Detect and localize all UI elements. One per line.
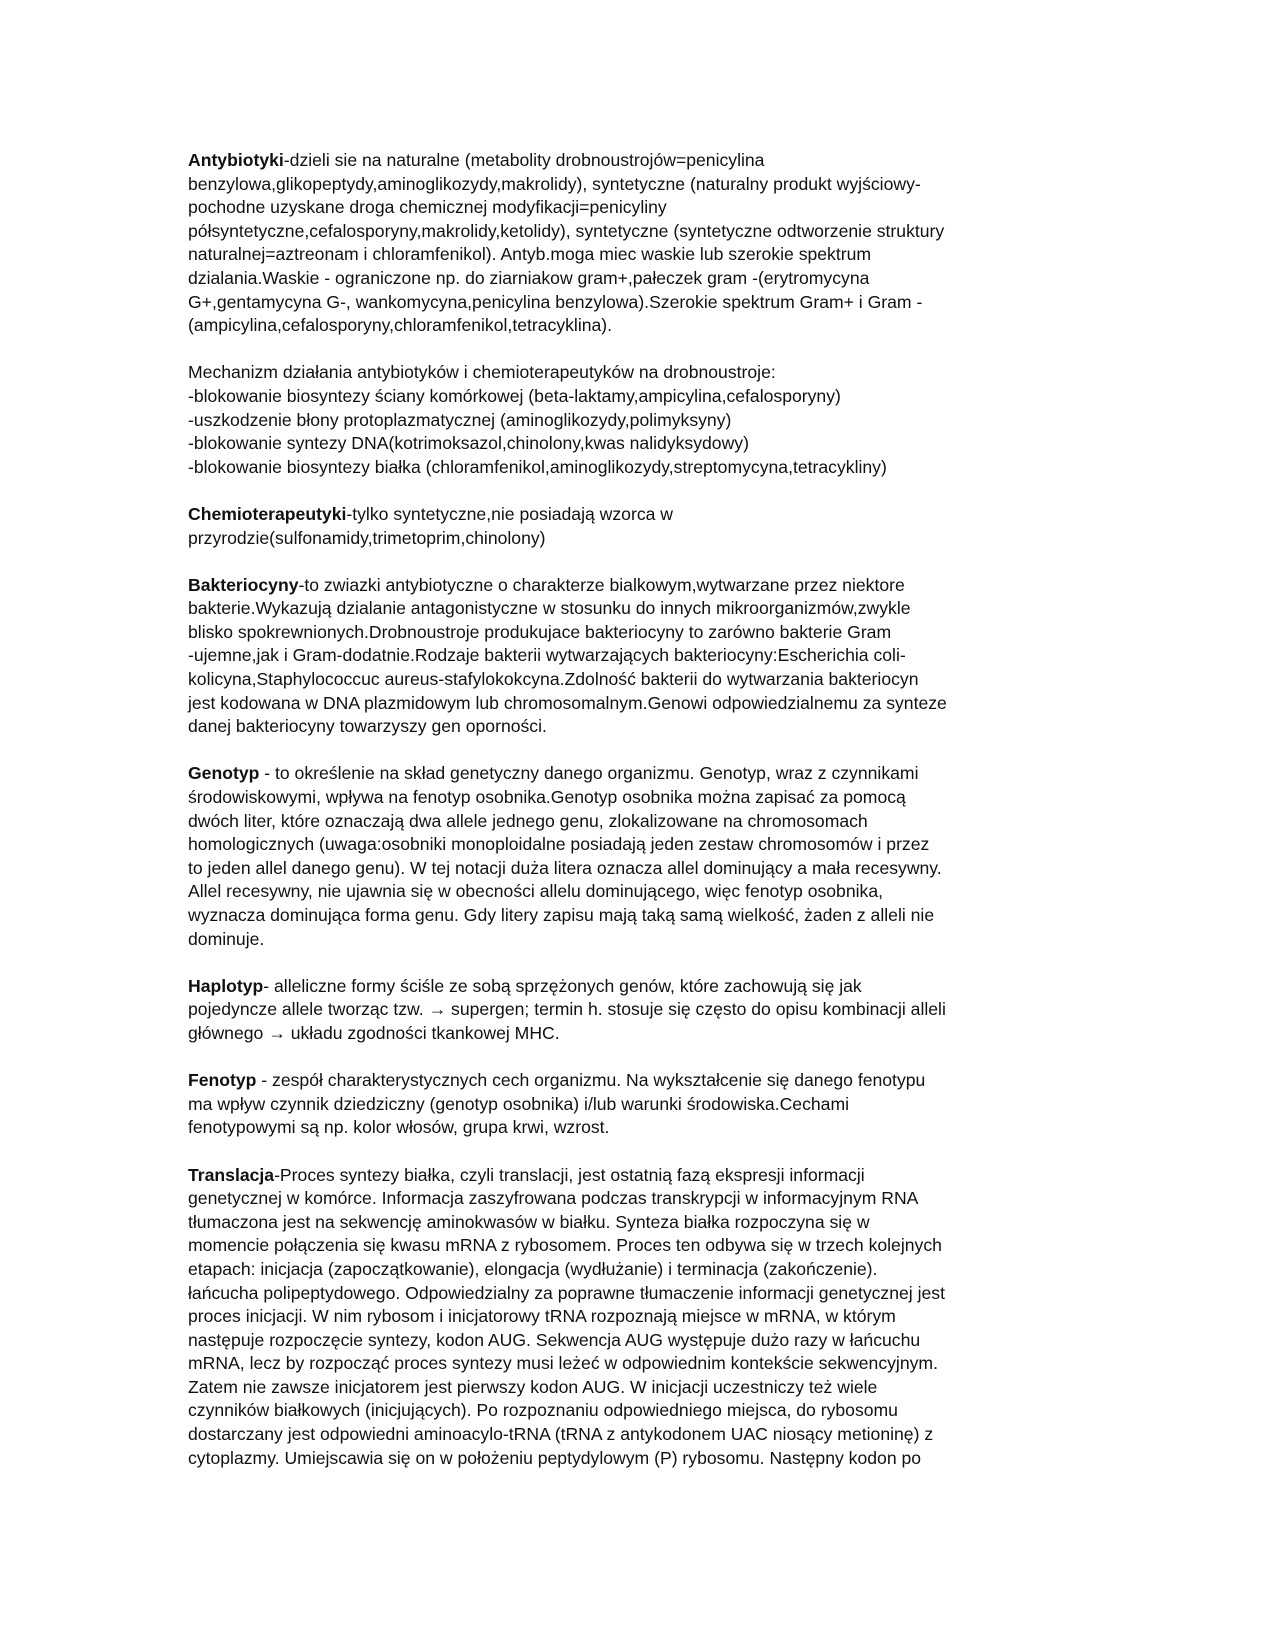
text-line: blisko spokrewnionych.Drobnoustroje produkujace bakteriocyny to zarówno bakterie Gram — [188, 621, 892, 642]
text-line: naturalnej=aztreonam i chloramfenikol). Antyb.moga miec waskie lub szerokie spektrum — [188, 244, 872, 265]
term-heading: Chemioterapeutyki — [188, 503, 347, 524]
text-line: Allel recesywny, nie ujawnia się w obecności allelu dominującego, więc fenotyp osobnika, — [188, 881, 884, 902]
paragraph-translacja — [188, 1164, 1093, 1471]
text-line — [188, 762, 1093, 786]
text-line: jest kodowana w DNA plazmidowym lub chromosomalnym.Genowi odpowiedzialnemu za synteze — [188, 692, 947, 713]
text-line: danej bakteriocyny towarzyszy gen oporności. — [188, 716, 547, 737]
text-line: etapach: inicjacja (zapoczątkowanie), elongacja (wydłużanie) i terminacja (zakończenie). — [188, 1258, 878, 1279]
text-line: momencie połączenia się kwasu mRNA z rybosomem. Proces ten odbywa się w trzech kolejnych — [188, 1235, 942, 1256]
text-line: kolicyna,Staphylococcuc aureus-stafylokokcyna.Zdolność bakterii do wytwarzania bakteriocyn — [188, 669, 919, 690]
text-line: czynników białkowych (inicjujących). Po rozpoznaniu odpowiedniego miejsca, do rybosomu — [188, 1400, 898, 1421]
text-line — [188, 503, 1093, 527]
text-line — [188, 1069, 1093, 1093]
text-line: pochodne uzyskane droga chemicznej modyfikacji=penicyliny — [188, 197, 667, 218]
text-line: półsyntetyczne,cefalosporyny,makrolidy,ketolidy), syntetyczne (syntetyczne odtworzenie struktury — [188, 220, 945, 241]
paragraph-antybiotyki — [188, 149, 1093, 338]
text-line-content: -tylko syntetyczne,nie posiadają wzorca w — [346, 503, 674, 524]
text-line: proces inicjacji. W nim rybosom i inicjatorowy tRNA rozpoznają miejsce w mRNA, w którym — [188, 1306, 896, 1327]
text-line-content: - alleliczne formy ściśle ze sobą sprzężonych genów, które zachowują się jak — [263, 975, 862, 996]
text-line-content: - to określenie na skład genetyczny danego organizmu. Genotyp, wraz z czynnikami — [259, 763, 919, 784]
text-line — [188, 574, 1093, 598]
text-line: -ujemne,jak i Gram-dodatnie.Rodzaje bakterii wytwarzających bakteriocyny:Escherichia coli- — [188, 645, 906, 666]
term-heading: Genotyp — [188, 763, 260, 784]
text-line — [188, 975, 1093, 999]
paragraph-bakteriocyny — [188, 574, 1093, 739]
list-item: -blokowanie biosyntezy białka (chloramfenikol,aminoglikozydy,streptomycyna,tetracykliny) — [188, 456, 887, 477]
term-heading: Fenotyp — [188, 1070, 257, 1091]
text-line: Mechanizm działania antybiotyków i chemioterapeutyków na drobnoustroje: — [188, 362, 776, 383]
paragraph-genotyp — [188, 762, 1093, 951]
list-item: -blokowanie biosyntezy ściany komórkowej (beta-laktamy,ampicylina,cefalosporyny) — [188, 385, 841, 406]
text-line: następuje rozpoczęcie syntezy, kodon AUG. Sekwencja AUG występuje dużo razy w łańcuchu — [188, 1329, 921, 1350]
text-line-content: - zespół charakterystycznych cech organizmu. Na wykształcenie się danego fenotypu — [256, 1070, 926, 1091]
text-line: pojedyncze allele tworząc tzw. → supergen; termin h. stosuje się często do opisu kombinacji alleli — [188, 999, 946, 1020]
text-line: przyrodzie(sulfonamidy,trimetoprim,chinolony) — [188, 527, 546, 548]
text-line — [188, 1164, 1093, 1188]
term-heading: Haplotyp — [188, 975, 264, 996]
text-line: łańcucha polipeptydowego. Odpowiedzialny za poprawne tłumaczenie informacji genetycznej jest — [188, 1282, 945, 1303]
text-line: G+,gentamycyna G-, wankomycyna,penicylina benzylowa).Szerokie spektrum Gram+ i Gram - — [188, 291, 923, 312]
text-line: dzialania.Waskie - ograniczone np. do ziarniakow gram+,pałeczek gram -(erytromycyna — [188, 267, 870, 288]
text-line: wyznacza dominująca forma genu. Gdy litery zapisu mają taką samą wielkość, żaden z alleli nie — [188, 905, 935, 925]
text-line — [188, 149, 1093, 173]
text-line: dwóch liter, które oznaczają dwa allele jednego genu, zlokalizowane na chromosomach — [188, 810, 868, 831]
text-line-content: -to zwiazki antybiotyczne o charakterze bialkowym,wytwarzane przez niektore — [298, 574, 905, 595]
text-line-content: -dzieli sie na naturalne (metabolity drobnoustrojów=penicylina — [283, 150, 765, 170]
text-line: homologicznych (uwaga:osobniki monoploidalne posiadają jeden zestaw chromosomów i przez — [188, 834, 930, 855]
paragraph-mechanizm — [188, 361, 1093, 479]
text-line: cytoplazmy. Umiejscawia się on w położeniu peptydylowym (P) rybosomu. Następny kodon po — [188, 1447, 922, 1468]
list-item: -blokowanie syntezy DNA(kotrimoksazol,chinolony,kwas nalidyksydowy) — [188, 433, 749, 454]
text-line-content: -Proces syntezy białka, czyli translacji, jest ostatnią fazą ekspresji informacji — [274, 1164, 865, 1185]
document-page — [188, 149, 1093, 1494]
text-line: dostarczany jest odpowiedni aminoacylo-tRNA (tRNA z antykodonem UAC niosący metioninę) z — [188, 1424, 934, 1445]
list-item: -uszkodzenie błony protoplazmatycznej (aminoglikozydy,polimyksyny) — [188, 409, 732, 430]
text-line: ma wpływ czynnik dziedziczny (genotyp osobnika) i/lub warunki środowiska.Cechami — [188, 1093, 850, 1114]
text-line: Zatem nie zawsze inicjatorem jest pierwszy kodon AUG. W inicjacji uczestniczy też wiele — [188, 1376, 878, 1397]
paragraph-haplotyp — [188, 975, 1093, 1046]
text-line: to jeden allel danego genu). W tej notacji duża litera oznacza allel dominujący a mała recesywny. — [188, 857, 942, 878]
term-heading: Translacja — [188, 1164, 275, 1185]
term-heading: Bakteriocyny — [188, 574, 299, 595]
text-line: benzylowa,glikopeptydy,aminoglikozydy,makrolidy), syntetyczne (naturalny produkt wyjściowy- — [188, 173, 921, 194]
text-line: genetycznej w komórce. Informacja zaszyfrowana podczas transkrypcji w informacyjnym RNA — [188, 1188, 919, 1209]
text-line: fenotypowymi są np. kolor włosów, grupa krwi, wzrost. — [188, 1117, 610, 1138]
text-line: głównego → układu zgodności tkankowej MHC. — [188, 1022, 560, 1043]
text-line: tłumaczona jest na sekwencję aminokwasów w białku. Synteza białka rozpoczyna się w — [188, 1211, 870, 1232]
text-line: środowiskowymi, wpływa na fenotyp osobnika.Genotyp osobnika można zapisać za pomocą — [188, 787, 906, 808]
text-line: dominuje. — [188, 928, 265, 949]
paragraph-fenotyp — [188, 1069, 1093, 1140]
term-heading: Antybiotyki — [188, 150, 284, 170]
paragraph-chemioterapeutyki — [188, 503, 1093, 550]
text-line: bakterie.Wykazują dzialanie antagonistyczne w stosunku do innych mikroorganizmów,zwykle — [188, 598, 911, 619]
text-line: mRNA, lecz by rozpocząć proces syntezy musi leżeć w odpowiednim kontekście sekwencyjnym. — [188, 1353, 938, 1374]
text-line: (ampicylina,cefalosporyny,chloramfenikol,tetracyklina). — [188, 315, 613, 336]
